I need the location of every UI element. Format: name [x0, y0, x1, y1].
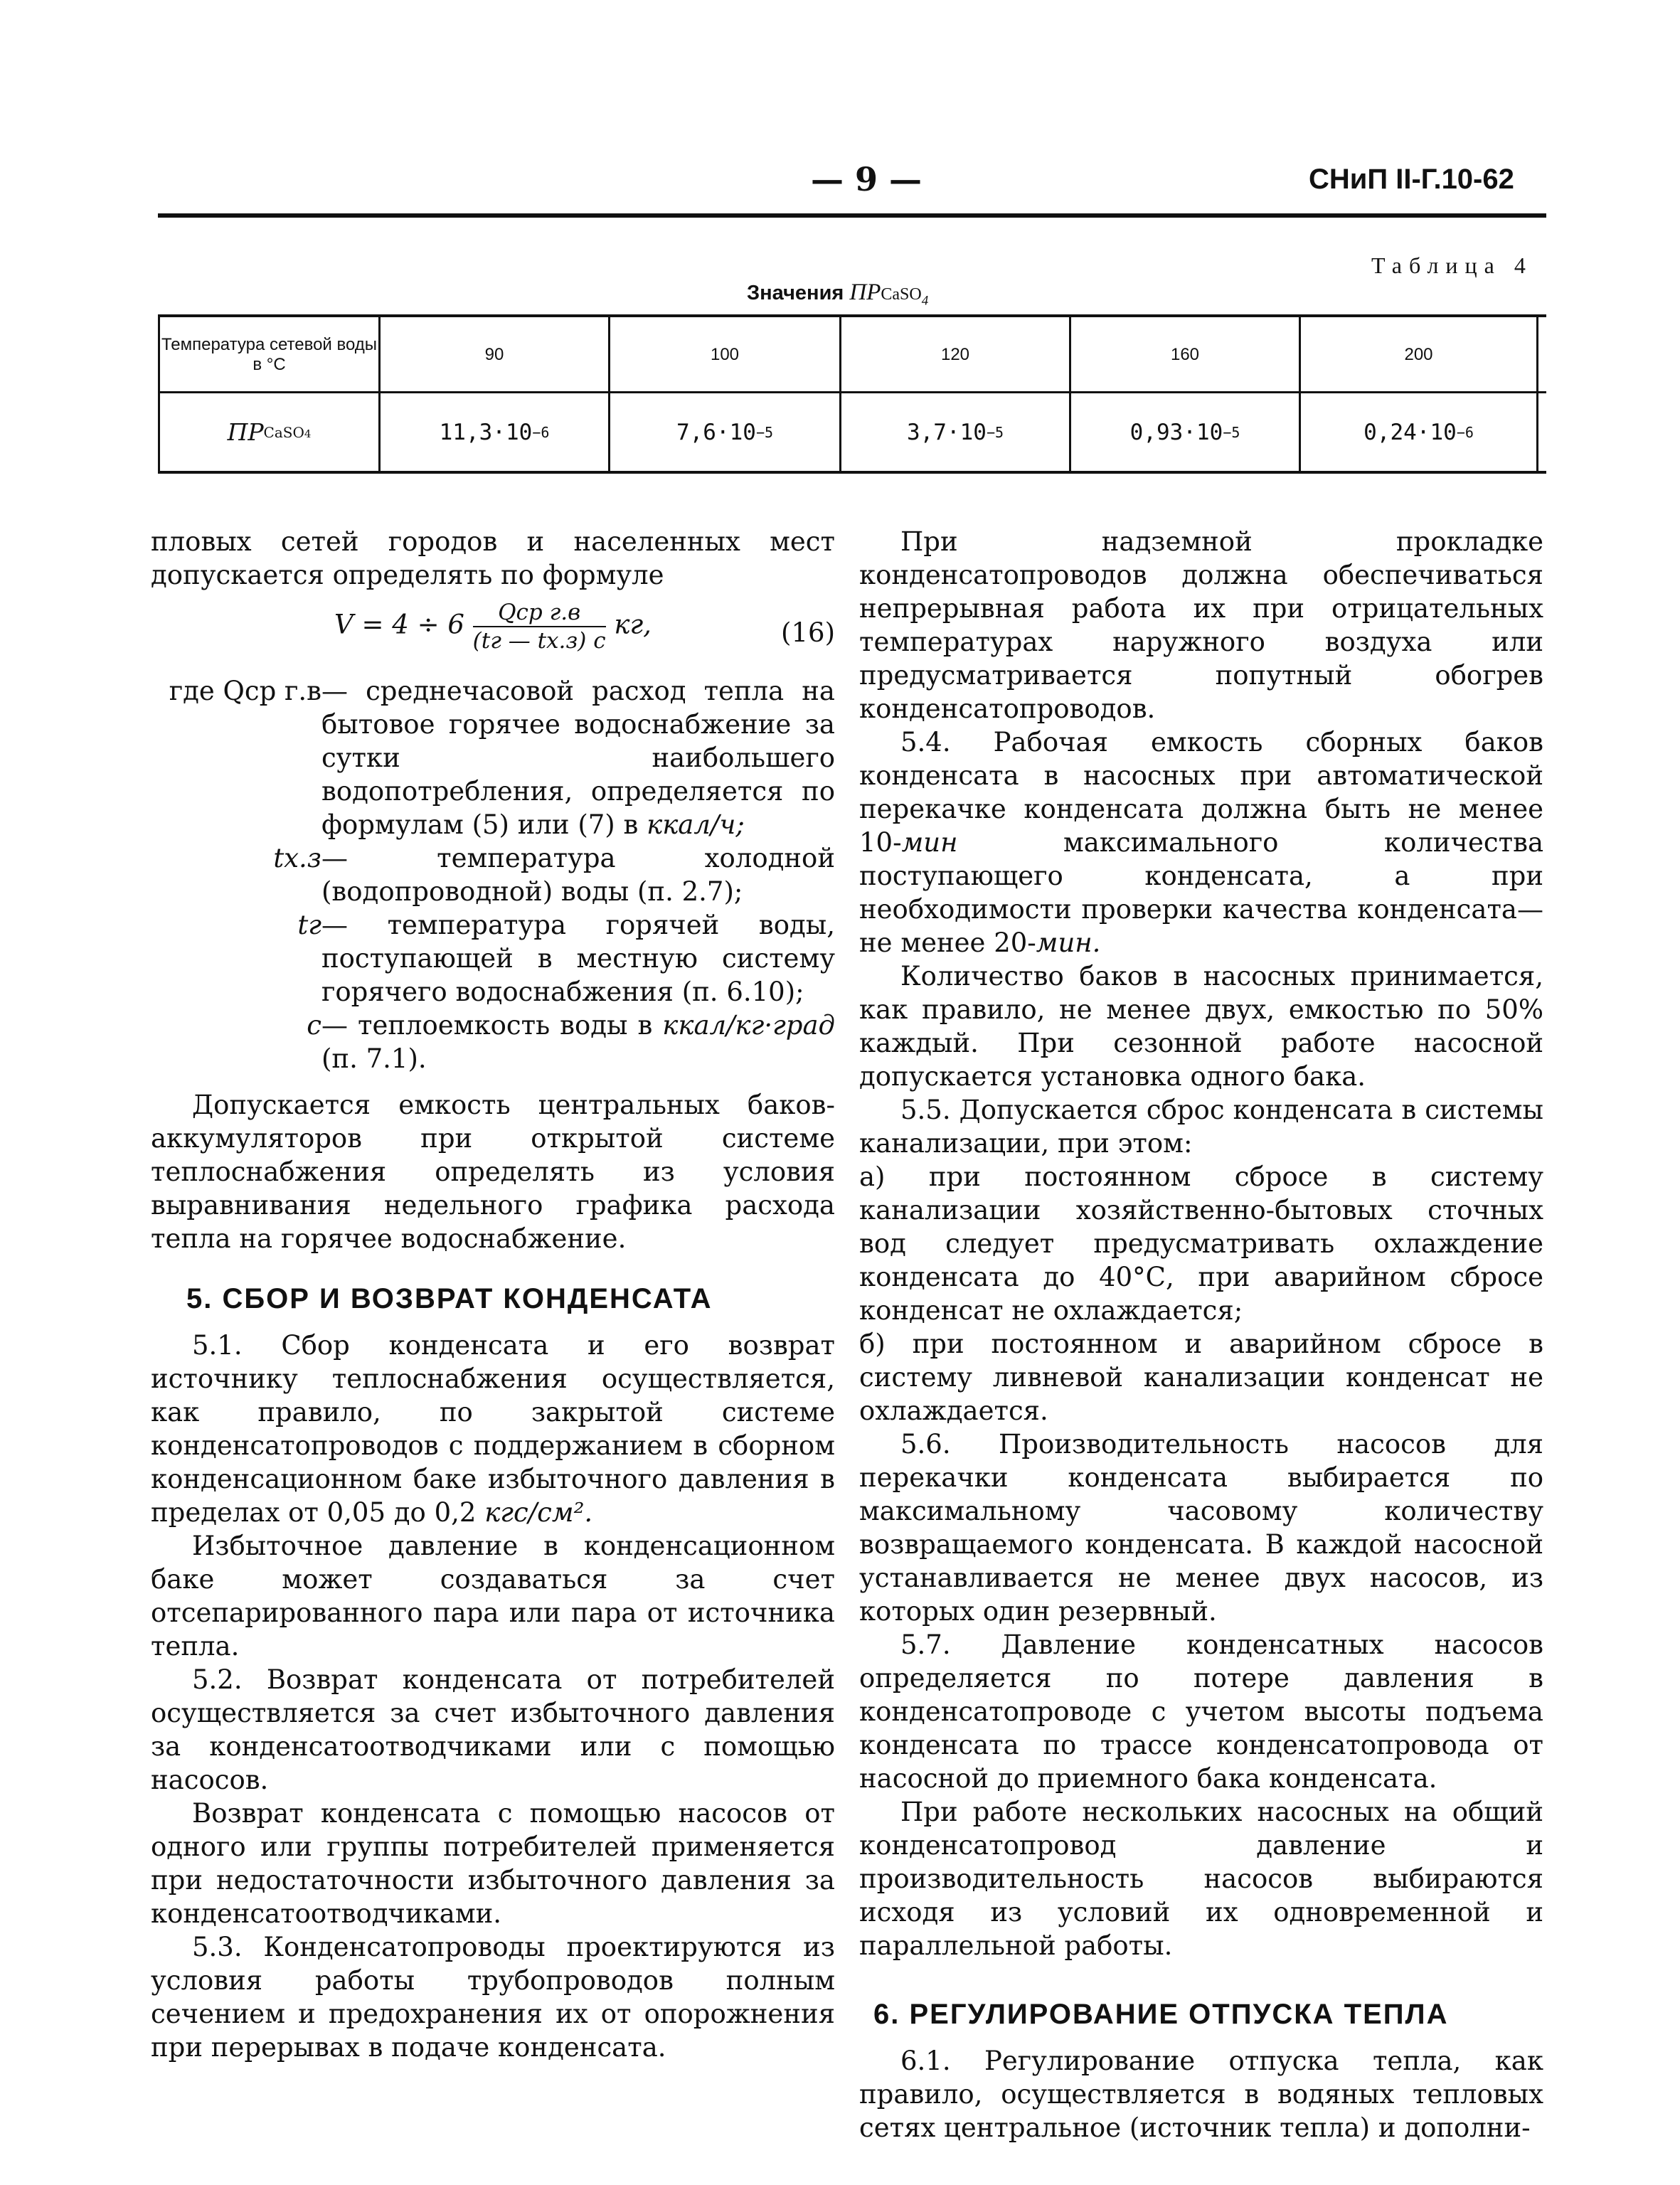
paragraph: Избыточное давление в конденсационном баке может создаваться за счет отсепарированного пара или пара от источника тепла.	[151, 1531, 835, 1662]
formula-numerator: Qср г.в	[473, 599, 606, 627]
paragraph: Количество баков в насосных принимается, как правило, не менее двух, емкостью по 50% каждый. При сезонной работе насосной допускается установка одного бака.	[859, 961, 1543, 1092]
value-cell: 0,24·10 −6	[1363, 419, 1474, 445]
table-title	[747, 280, 928, 309]
formula-16	[151, 599, 835, 667]
table-bottom-rule	[158, 471, 1546, 474]
definition-item	[151, 908, 835, 1009]
formula-definitions	[151, 674, 835, 1075]
definition-symbol: c	[307, 1010, 321, 1041]
paragraph: 5.5. Допускается сброс конденсата в системы канализации, при этом:	[859, 1095, 1543, 1159]
row-label-temperature: Температура сетевой воды в °С	[161, 335, 378, 374]
formula-number: (16)	[781, 617, 835, 648]
page-number: — 9 —	[811, 160, 923, 198]
temperature-cell: 160	[1170, 345, 1200, 364]
temperature-cell: 100	[710, 345, 740, 364]
temperature-cell: 200	[1404, 345, 1433, 364]
list-item: б) при постоянном и аварийном сбросе в систему ливневой канализации конденсат не охлаждается.	[859, 1329, 1543, 1426]
temperature-cell: 90	[484, 345, 504, 364]
paragraph: 6.1. Регулирование отпуска тепла, как правило, осуществляется в водяных тепловых сетях центральное (источник тепла) и дополни-	[859, 2046, 1543, 2143]
formula-denominator: (tг — tх.з) c	[472, 628, 606, 654]
formula-fraction	[473, 599, 606, 654]
value-cell: 11,3·10 −6	[439, 419, 550, 445]
paragraph: 5.3. Конденсатопроводы проектируются из условия работы трубопроводов полным сечением и предохранения их от опорожнения при перерывах в подаче конденсата.	[151, 1932, 835, 2063]
table-vline	[1536, 317, 1538, 471]
definition-item	[151, 1009, 835, 1075]
left-column	[151, 525, 835, 2064]
value-cell: 3,7·10 −5	[906, 419, 1004, 445]
temperature-cell: 120	[940, 345, 970, 364]
document-code: СНиП II-Г.10-62	[1309, 164, 1514, 195]
formula-lhs: V = 4 ÷ 6	[334, 609, 464, 640]
section-heading-5: 5. СБОР И ВОЗВРАТ КОНДЕНСАТА	[186, 1283, 713, 1314]
paragraph: 5.2. Возврат конденсата от потребителей осуществляется за счет избыточного давления за конденсатоотводчиками или с помощью насосов.	[151, 1664, 835, 1795]
definition-symbol: tх.з	[273, 843, 321, 873]
table-title-prefix: Значения	[747, 282, 844, 304]
value-cell: 7,6·10 −5	[676, 419, 774, 445]
section-heading-6: 6. РЕГУЛИРОВАНИЕ ОТПУСКА ТЕПЛА	[873, 1999, 1449, 2030]
definition-item	[151, 674, 835, 841]
definition-text: — температура холодной (водопроводной) воды (п. 2.7);	[321, 843, 835, 907]
formula-unit: кг,	[614, 609, 652, 640]
paragraph: пловых сетей городов и населенных мест допускается определять по формуле	[151, 526, 835, 590]
right-column	[859, 525, 1543, 2144]
table-top-rule	[158, 314, 1546, 317]
paragraph: 5.6. Производительность насосов для перекачки конденсата выбирается по максимальному часовому количеству возвращаемого конденсата. В каждой насосной устанавливается не менее двух насосов, из которых один резервный.	[859, 1429, 1543, 1627]
paragraph: При работе нескольких насосных на общий конденсатопровод давление и производительность насосов выбираются исходя из условий их одновременной и параллельной работы.	[859, 1797, 1543, 1961]
table-title-symbol: ПРCaSO$_4$	[849, 280, 929, 309]
definition-symbol: где Qср г.в	[169, 676, 321, 706]
paragraph: 5.1. Сбор конденсата и его возврат источнику теплоснабжения осуществляется, как правило, по закрытой системе конденсатопроводов с поддержанием в сборном конденсационном баке избыточного давления в пределах от 0,05 до 0,2 кгс/см².	[151, 1330, 835, 1528]
definition-text: — среднечасовой расход тепла на бытовое горячее водоснабжение за сутки наибольшего водопотребления, определяется по формулам (5) или (7) в ккал/ч;	[321, 676, 835, 840]
paragraph: Возврат конденсата с помощью насосов от одного или группы потребителей применяется при недостаточности избыточного давления за конденсатоотводчиками.	[151, 1798, 835, 1929]
paragraph: 5.7. Давление конденсатных насосов определяется по потере давления в конденсатопроводе с учетом высоты подъема конденсата по трассе конденсатопровода от насосной до приемного бака конденсата.	[859, 1630, 1543, 1794]
table-caption: Таблица 4	[1371, 252, 1533, 278]
paragraph: При надземной прокладке конденсатопроводов должна обеспечиваться непрерывная работа их при отрицательных температурах наружного воздуха или предусматривается попутный обогрев конденсатопроводов.	[859, 526, 1543, 724]
list-item: а) при постоянном сбросе в систему канализации хозяйственно-бытовых сточных вод следует предусматривать охлаждение конденсата до 40°С, при аварийном сбросе конденсат не охлаждается;	[859, 1161, 1543, 1326]
row-label-product: ПР CaSO4	[227, 418, 312, 446]
value-cell: 0,93·10 −5	[1129, 419, 1240, 445]
definition-text: — температура горячей воды, поступающей в местную систему горячего водоснабжения (п. 6.10);	[321, 910, 835, 1007]
paragraph: Допускается емкость центральных баков-аккумуляторов при открытой системе теплоснабжения определять из условия выравнивания недельного графика расхода тепла на горячее водоснабжение.	[151, 1090, 835, 1254]
definition-item	[151, 841, 835, 908]
header-rule	[158, 213, 1546, 218]
definition-text: — теплоемкость воды в ккал/кг·град (п. 7.1).	[321, 1010, 835, 1074]
definition-symbol: tг	[297, 910, 321, 940]
paragraph: 5.4. Рабочая емкость сборных баков конденсата в насосных при автоматической перекачке конденсата должна быть не менее 10-мин максимального количества поступающего конденсата, а при необходимости проверки качества конденсата—не менее 20-мин.	[859, 727, 1544, 958]
